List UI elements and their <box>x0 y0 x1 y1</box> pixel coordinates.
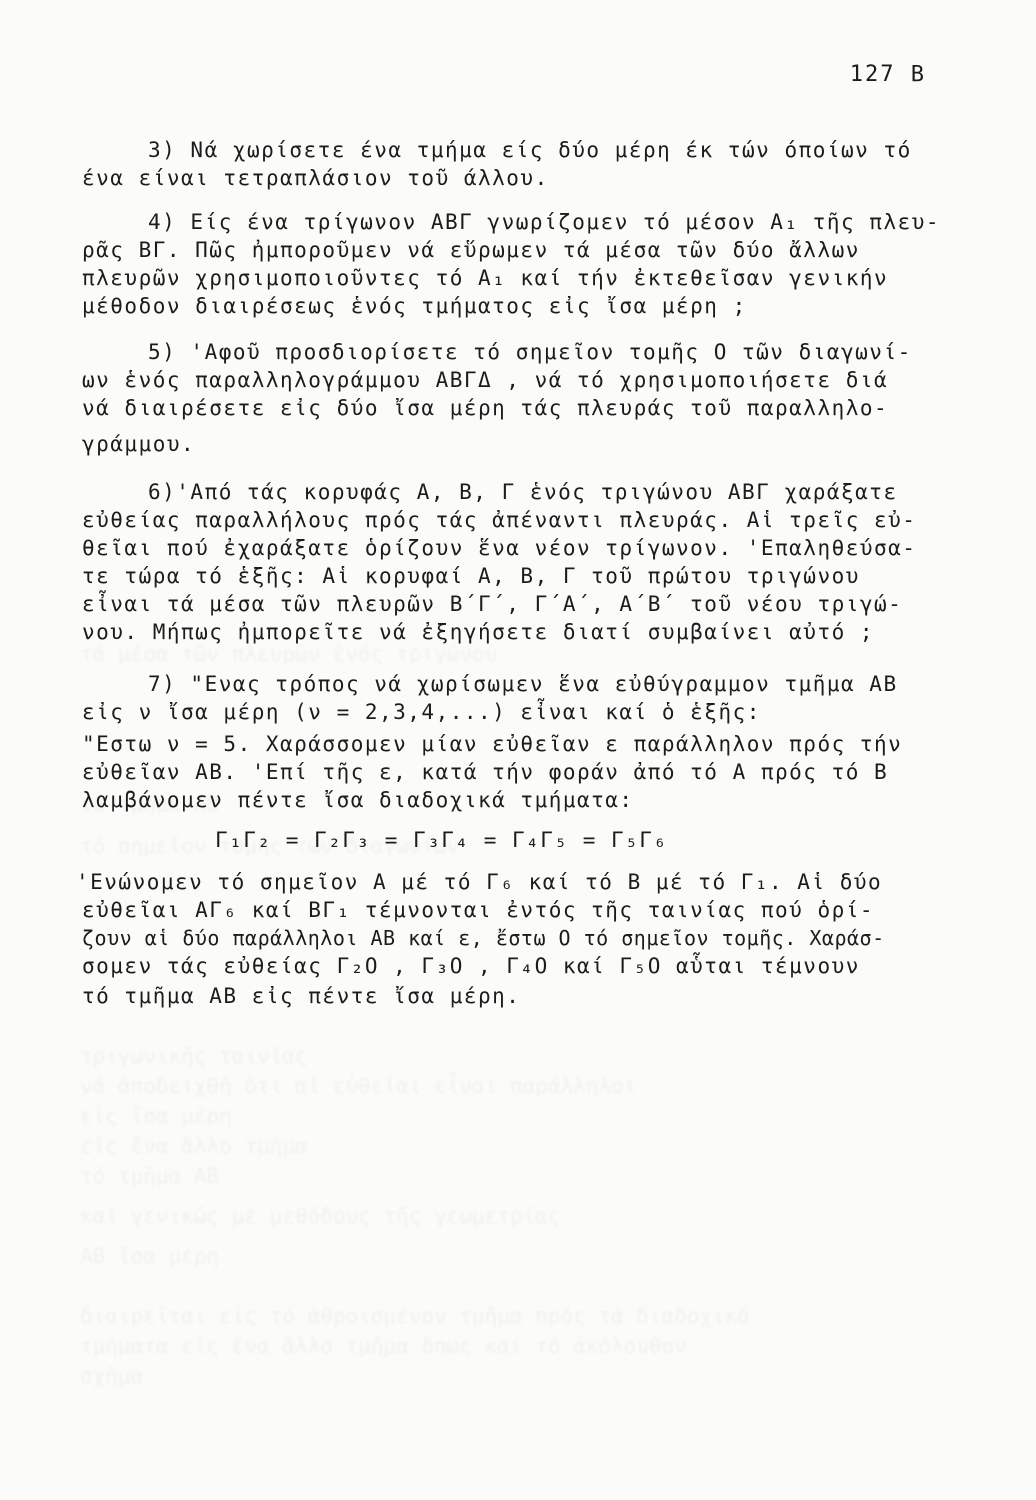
bleed-through-line <box>80 1332 960 1360</box>
bleed-through-line <box>80 1042 960 1070</box>
exercise-5-line: 5) 'Αφοῦ προσδιορίσετε τό σημεῖον τομῆς Ο τῶν διαγωνί- <box>148 340 912 364</box>
exercise-6-line: νου. Μήπως ἠμπορεῖτε νά ἐξηγήσετε διατί συμβαίνει αὐτό ; <box>82 620 875 644</box>
exercise-7-line: τό τμῆμα ΑΒ εἰς πέντε ἴσα μέρη. <box>82 984 521 1008</box>
bleed-through-line <box>80 1102 960 1130</box>
exercise-7-line: εἰς ν ἴσα μέρη (ν = 2,3,4,...) εἶναι καί ὁ ἑξῆς: <box>82 700 761 724</box>
bleed-through-line <box>80 1162 960 1190</box>
bleed-through-line <box>80 1362 960 1390</box>
segment-equality-formula: Γ₁Γ₂ = Γ₂Γ₃ = Γ₃Γ₄ = Γ₄Γ₅ = Γ₅Γ₆ <box>215 828 668 852</box>
exercise-6-line: εἶναι τά μέσα τῶν πλευρῶν Β΄Γ΄, Γ΄Α΄, Α΄Β΄ τοῦ νέου τριγώ- <box>82 592 903 616</box>
exercise-5-line: ων ἑνός παραλληλογράμμου ΑΒΓΔ , νά τό χρησιμοποιήσετε διά <box>82 368 889 392</box>
bleed-through-line <box>80 1302 960 1330</box>
exercise-7-line: 7) "Ενας τρόπος νά χωρίσωμεν ἕνα εὐθύγραμμον τμῆμα ΑΒ <box>148 672 898 696</box>
exercise-7-line: "Εστω ν = 5. Χαράσσομεν μίαν εὐθεῖαν ε παράλληλον πρός τήν <box>82 732 903 756</box>
exercise-7-line: λαμβάνομεν πέντε ἴσα διαδοχικά τμήματα: <box>82 788 634 812</box>
exercise-4-line: 4) Είς ένα τρίγωνον ΑΒΓ γνωρίζομεν τό μέσον Α₁ τῆς πλευ- <box>148 210 941 234</box>
exercise-4-line: μέθοδον διαιρέσεως ἑνός τμήματος εἰς ἴσα μέρη ; <box>82 294 747 318</box>
bleed-through-line <box>80 1132 960 1160</box>
exercise-3-line: ένα είναι τετραπλάσιον τοῦ άλλου. <box>82 166 549 190</box>
exercise-7-line: σομεν τάς εὐθείας Γ₂Ο , Γ₃Ο , Γ₄Ο καί Γ₅Ο αὗται τέμνουν <box>82 954 860 978</box>
exercise-6-line: τε τώρα τό ἑξῆς: Αἱ κορυφαί Α, Β, Γ τοῦ πρώτου τριγώνου <box>82 564 860 588</box>
exercise-7-line: ζουν αἱ δύο παράλληλοι ΑΒ καί ε, ἔστω Ο τό σημεῖον τομῆς. Χαράσ- <box>82 926 885 950</box>
exercise-7-line: 'Ενώνομεν τό σημεῖον Α μέ τό Γ₆ καί τό Β μέ τό Γ₁. Αἱ δύο <box>76 870 883 894</box>
exercise-4-line: ρᾶς ΒΓ. Πῶς ἠμποροῦμεν νά εὕρωμεν τά μέσα τῶν δύο ἄλλων <box>82 238 860 262</box>
exercise-5-line: γράμμου. <box>82 432 196 456</box>
bleed-through-line <box>80 1202 960 1230</box>
exercise-7-line: εὐθεῖαι ΑΓ₆ καί ΒΓ₁ τέμνονται ἐντός τῆς ταινίας πού ὁρί- <box>82 898 875 922</box>
exercise-6-line: 6)'Από τάς κορυφάς Α, Β, Γ ἑνός τριγώνου ΑΒΓ χαράξατε <box>148 480 898 504</box>
exercise-6-line: θεῖαι πού ἐχαράξατε ὁρίζουν ἕνα νέον τρίγωνον. 'Επαληθεύσα- <box>82 536 917 560</box>
page-number: 127 Β <box>849 62 926 87</box>
exercise-5-line: νά διαιρέσετε εἰς δύο ἴσα μέρη τάς πλευράς τοῦ παραλληλο- <box>82 396 889 420</box>
bleed-through-line <box>80 1072 960 1100</box>
bleed-through-line <box>80 1242 960 1270</box>
exercise-3-line: 3) Νά χωρίσετε ένα τμήμα είς δύο μέρη έκ τών όποίων τό <box>148 138 912 162</box>
exercise-4-line: πλευρῶν χρησιμοποιοῦντες τό Α₁ καί τήν ἐκτεθεῖσαν γενικήν <box>82 266 889 290</box>
exercise-7-line: εὐθεῖαν ΑΒ. 'Επί τῆς ε, κατά τήν φοράν ἀπό τό Α πρός τό Β <box>82 760 889 784</box>
exercise-6-line: εὐθείας παραλλήλους πρός τάς ἀπέναντι πλευράς. Αἱ τρεῖς εὐ- <box>82 508 917 532</box>
